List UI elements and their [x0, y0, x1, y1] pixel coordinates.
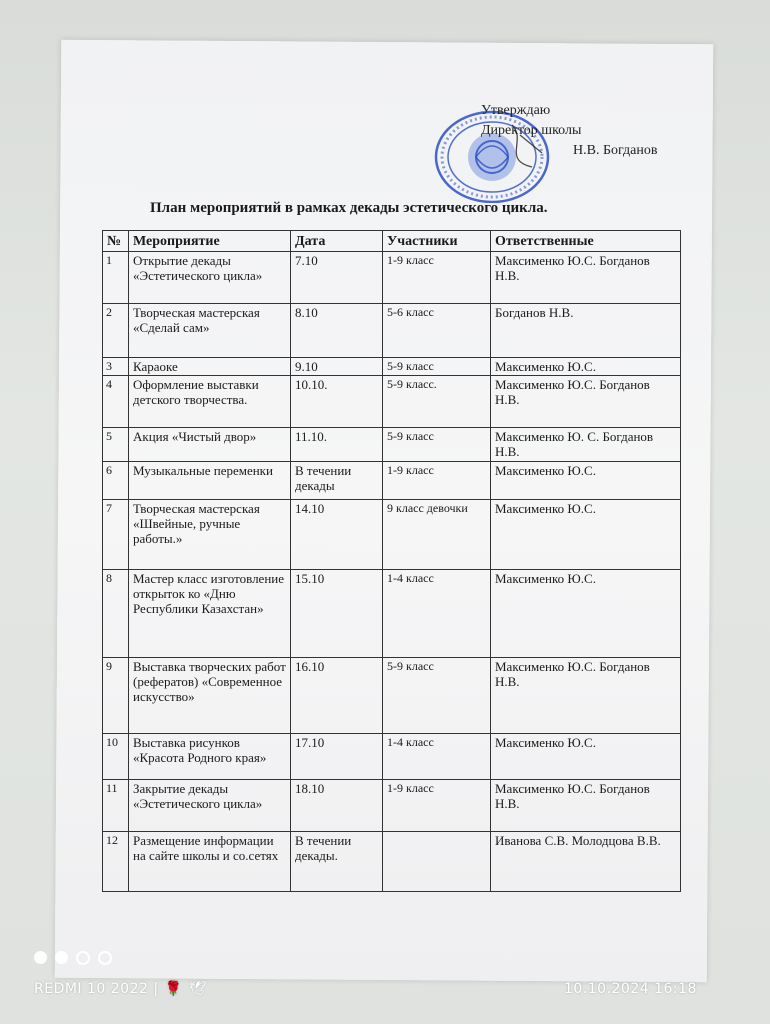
approval-line-approve: Утверждаю: [481, 103, 551, 118]
cell-event: Открытие декады «Эстетического цикла»: [129, 252, 291, 304]
cell-event: Оформление выставки детского творчества.: [129, 376, 291, 428]
cell-event: Выставка творческих работ (рефератов) «Современное искусство»: [129, 658, 291, 734]
watermark-device-text: REDMI 10 2022 |: [34, 981, 159, 997]
cell-number: 8: [103, 570, 129, 658]
cell-participants: 5-9 класс.: [383, 376, 491, 428]
header-date: Дата: [291, 231, 383, 252]
cell-event: Акция «Чистый двор»: [129, 428, 291, 462]
cell-participants: 1-9 класс: [383, 252, 491, 304]
cell-participants: 1-4 класс: [383, 734, 491, 780]
cell-number: 4: [103, 376, 129, 428]
cell-number: 2: [103, 304, 129, 358]
table-row: [103, 734, 681, 780]
cell-number: 6: [103, 462, 129, 500]
cell-responsible: Максименко Ю.С. Богданов Н.В.: [491, 252, 681, 304]
header-responsible: Ответственные: [491, 231, 681, 252]
carousel-dots: [34, 951, 112, 965]
header-participants: Участники: [383, 231, 491, 252]
cell-responsible: Максименко Ю.С. Богданов Н.В.: [491, 376, 681, 428]
table-row: [103, 358, 681, 376]
cell-event: Караоке: [129, 358, 291, 376]
approval-line-position: Директор школы: [481, 123, 582, 138]
cell-date: 17.10: [291, 734, 383, 780]
cell-participants: 5-9 класс: [383, 428, 491, 462]
cell-participants: 1-4 класс: [383, 570, 491, 658]
cell-participants: 1-9 класс: [383, 780, 491, 832]
cell-responsible: Богданов Н.В.: [491, 304, 681, 358]
cell-event: Творческая мастерская «Швейные, ручные работы.»: [129, 500, 291, 570]
header-number: №: [103, 231, 129, 252]
table-row: [103, 500, 681, 570]
cell-responsible: Иванова С.В. Молодцова В.В.: [491, 832, 681, 892]
cell-event: Творческая мастерская «Сделай сам»: [129, 304, 291, 358]
cell-date: 8.10: [291, 304, 383, 358]
dot-indicator: [55, 951, 68, 964]
cell-participants: 1-9 класс: [383, 462, 491, 500]
cell-number: 12: [103, 832, 129, 892]
cell-responsible: Максименко Ю.С. Богданов Н.В.: [491, 658, 681, 734]
cell-date: 11.10.: [291, 428, 383, 462]
cell-responsible: Максименко Ю.С.: [491, 570, 681, 658]
table-row: [103, 658, 681, 734]
cell-number: 3: [103, 358, 129, 376]
cell-date: 7.10: [291, 252, 383, 304]
table-header-row: [103, 231, 681, 252]
cell-participants: 5-9 класс: [383, 358, 491, 376]
table-row: [103, 570, 681, 658]
camera-watermark-datetime: 10.10.2024 16:18: [564, 981, 697, 997]
dot-indicator: [34, 951, 47, 964]
cell-event: Размещение информации на сайте школы и со.сетях: [129, 832, 291, 892]
camera-watermark-device: [34, 981, 207, 997]
cell-responsible: Максименко Ю.С.: [491, 734, 681, 780]
events-table: [102, 230, 681, 892]
cell-participants: 5-6 класс: [383, 304, 491, 358]
dot-indicator: [76, 951, 90, 965]
cell-event: Музыкальные переменки: [129, 462, 291, 500]
cell-responsible: Максименко Ю. С. Богданов Н.В.: [491, 428, 681, 462]
cell-date: 14.10: [291, 500, 383, 570]
cell-date: В течении декады.: [291, 832, 383, 892]
cell-participants: [383, 832, 491, 892]
cell-number: 1: [103, 252, 129, 304]
cell-date: 9.10: [291, 358, 383, 376]
table-row: [103, 832, 681, 892]
cell-number: 9: [103, 658, 129, 734]
cell-date: 18.10: [291, 780, 383, 832]
cell-responsible: Максименко Ю.С.: [491, 462, 681, 500]
cell-responsible: Максименко Ю.С.: [491, 500, 681, 570]
cell-number: 11: [103, 780, 129, 832]
table-row: [103, 376, 681, 428]
cell-participants: 9 класс девочки: [383, 500, 491, 570]
table-row: [103, 462, 681, 500]
dove-icon: 🕊: [188, 981, 207, 997]
table-row: [103, 428, 681, 462]
cell-participants: 5-9 класс: [383, 658, 491, 734]
approval-line-name: Н.В. Богданов: [573, 143, 658, 158]
table-row: [103, 780, 681, 832]
cell-event: Выставка рисунков «Красота Родного края»: [129, 734, 291, 780]
table-row: [103, 304, 681, 358]
approval-block: [481, 101, 701, 161]
cell-date: 10.10.: [291, 376, 383, 428]
table-row: [103, 252, 681, 304]
cell-event: Мастер класс изготовление открыток ко «Дню Республики Казахстан»: [129, 570, 291, 658]
cell-date: В течении декады: [291, 462, 383, 500]
rose-icon: 🌹: [164, 981, 183, 997]
cell-date: 15.10: [291, 570, 383, 658]
header-event: Мероприятие: [129, 231, 291, 252]
cell-date: 16.10: [291, 658, 383, 734]
dot-indicator: [98, 951, 112, 965]
cell-number: 7: [103, 500, 129, 570]
cell-responsible: Максименко Ю.С. Богданов Н.В.: [491, 780, 681, 832]
cell-responsible: Максименко Ю.С.: [491, 358, 681, 376]
cell-event: Закрытие декады «Эстетического цикла»: [129, 780, 291, 832]
cell-number: 5: [103, 428, 129, 462]
document-title: План мероприятий в рамках декады эстетического цикла.: [150, 200, 548, 216]
cell-number: 10: [103, 734, 129, 780]
